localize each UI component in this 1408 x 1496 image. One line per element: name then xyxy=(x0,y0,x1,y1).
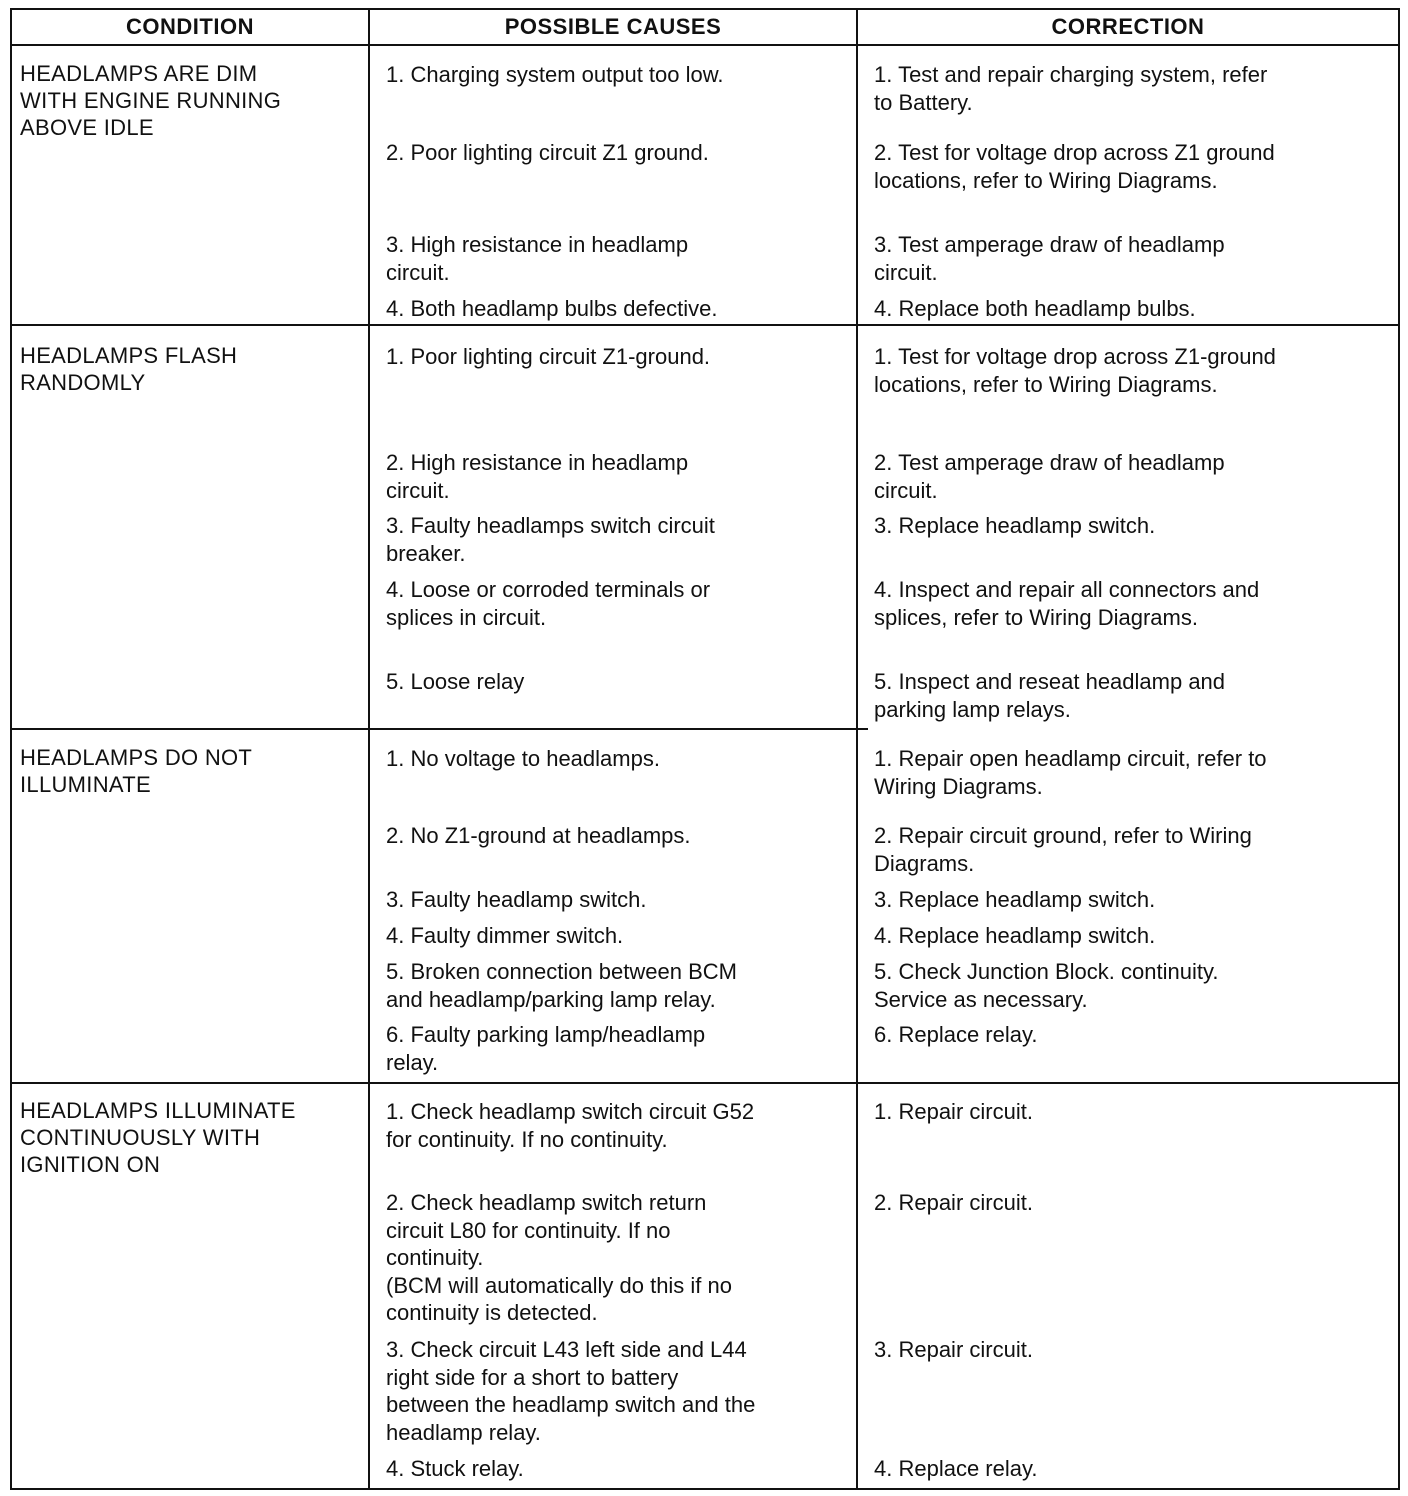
cause-cell: 3. High resistance in headlamp circuit. xyxy=(386,232,689,285)
correction-cell: 2. Test amperage draw of headlamp circuit. xyxy=(874,450,1225,503)
group-divider-1 xyxy=(10,324,1400,326)
condition-headlamps-flash: HEADLAMPS FLASH RANDOMLY xyxy=(20,343,238,395)
group-divider-2 xyxy=(10,728,868,730)
cause-cell: 2. Poor lighting circuit Z1 ground. xyxy=(386,140,709,165)
header-underline xyxy=(10,44,1400,46)
correction-cell: 5. Inspect and reseat headlamp and parking lamp relays. xyxy=(874,669,1226,722)
correction-cell: 2. Repair circuit ground, refer to Wiring Diagrams. xyxy=(874,823,1252,876)
header-possible-causes: POSSIBLE CAUSES xyxy=(504,14,722,39)
cause-cell: 4. Stuck relay. xyxy=(386,1456,524,1481)
header-condition: CONDITION xyxy=(126,14,254,39)
cause-cell: 2. Check headlamp switch return circuit L80 for continuity. If no continuity. (BCM will automatically do this if no continuity is detected. xyxy=(386,1190,733,1325)
correction-cell: 4. Replace headlamp switch. xyxy=(874,923,1156,948)
condition-headlamps-dim: HEADLAMPS ARE DIM WITH ENGINE RUNNING ABOVE IDLE xyxy=(20,61,282,140)
cause-cell: 5. Broken connection between BCM and headlamp/parking lamp relay. xyxy=(386,959,737,1012)
cause-cell: 2. No Z1-ground at headlamps. xyxy=(386,823,691,848)
cause-cell: 3. Faulty headlamp switch. xyxy=(386,887,647,912)
correction-cell: 3. Test amperage draw of headlamp circuit. xyxy=(874,232,1225,285)
correction-cell: 1. Repair circuit. xyxy=(874,1099,1033,1124)
cause-cell: 1. Check headlamp switch circuit G52 for continuity. If no continuity. xyxy=(386,1099,755,1152)
cause-cell: 4. Faulty dimmer switch. xyxy=(386,923,624,948)
condition-headlamps-illuminate-continuously: HEADLAMPS ILLUMINATE CONTINUOUSLY WITH IGNITION ON xyxy=(20,1098,296,1177)
group-divider-3 xyxy=(10,1082,1400,1084)
correction-cell: 1. Test for voltage drop across Z1-ground locations, refer to Wiring Diagrams. xyxy=(874,344,1276,397)
cause-cell: 1. No voltage to headlamps. xyxy=(386,746,660,771)
correction-cell: 2. Repair circuit. xyxy=(874,1190,1033,1215)
header-correction: CORRECTION xyxy=(1051,14,1205,39)
column-divider-2 xyxy=(856,8,858,1490)
correction-cell: 5. Check Junction Block. continuity. Service as necessary. xyxy=(874,959,1219,1012)
cause-cell: 3. Check circuit L43 left side and L44 right side for a short to battery between the headlamp switch and the headlamp relay. xyxy=(386,1337,756,1445)
correction-cell: 4. Inspect and repair all connectors and splices, refer to Wiring Diagrams. xyxy=(874,577,1260,630)
correction-cell: 2. Test for voltage drop across Z1 ground locations, refer to Wiring Diagrams. xyxy=(874,140,1275,193)
cause-cell: 5. Loose relay xyxy=(386,669,525,694)
cause-cell: 4. Both headlamp bulbs defective. xyxy=(386,296,718,321)
cause-cell: 6. Faulty parking lamp/headlamp relay. xyxy=(386,1022,706,1075)
correction-cell: 3. Replace headlamp switch. xyxy=(874,513,1156,538)
cause-cell: 1. Poor lighting circuit Z1-ground. xyxy=(386,344,711,369)
cause-cell: 3. Faulty headlamps switch circuit breaker. xyxy=(386,513,715,566)
column-divider-1 xyxy=(368,8,370,1490)
condition-headlamps-do-not-illuminate: HEADLAMPS DO NOT ILLUMINATE xyxy=(20,745,253,797)
cause-cell: 4. Loose or corroded terminals or splices in circuit. xyxy=(386,577,711,630)
correction-cell: 1. Test and repair charging system, refer to Battery. xyxy=(874,62,1268,115)
correction-cell: 4. Replace both headlamp bulbs. xyxy=(874,296,1196,321)
cause-cell: 2. High resistance in headlamp circuit. xyxy=(386,450,689,503)
correction-cell: 4. Replace relay. xyxy=(874,1456,1038,1481)
correction-cell: 1. Repair open headlamp circuit, refer to Wiring Diagrams. xyxy=(874,746,1267,799)
cause-cell: 1. Charging system output too low. xyxy=(386,62,724,87)
correction-cell: 3. Replace headlamp switch. xyxy=(874,887,1156,912)
correction-cell: 6. Replace relay. xyxy=(874,1022,1038,1047)
correction-cell: 3. Repair circuit. xyxy=(874,1337,1033,1362)
